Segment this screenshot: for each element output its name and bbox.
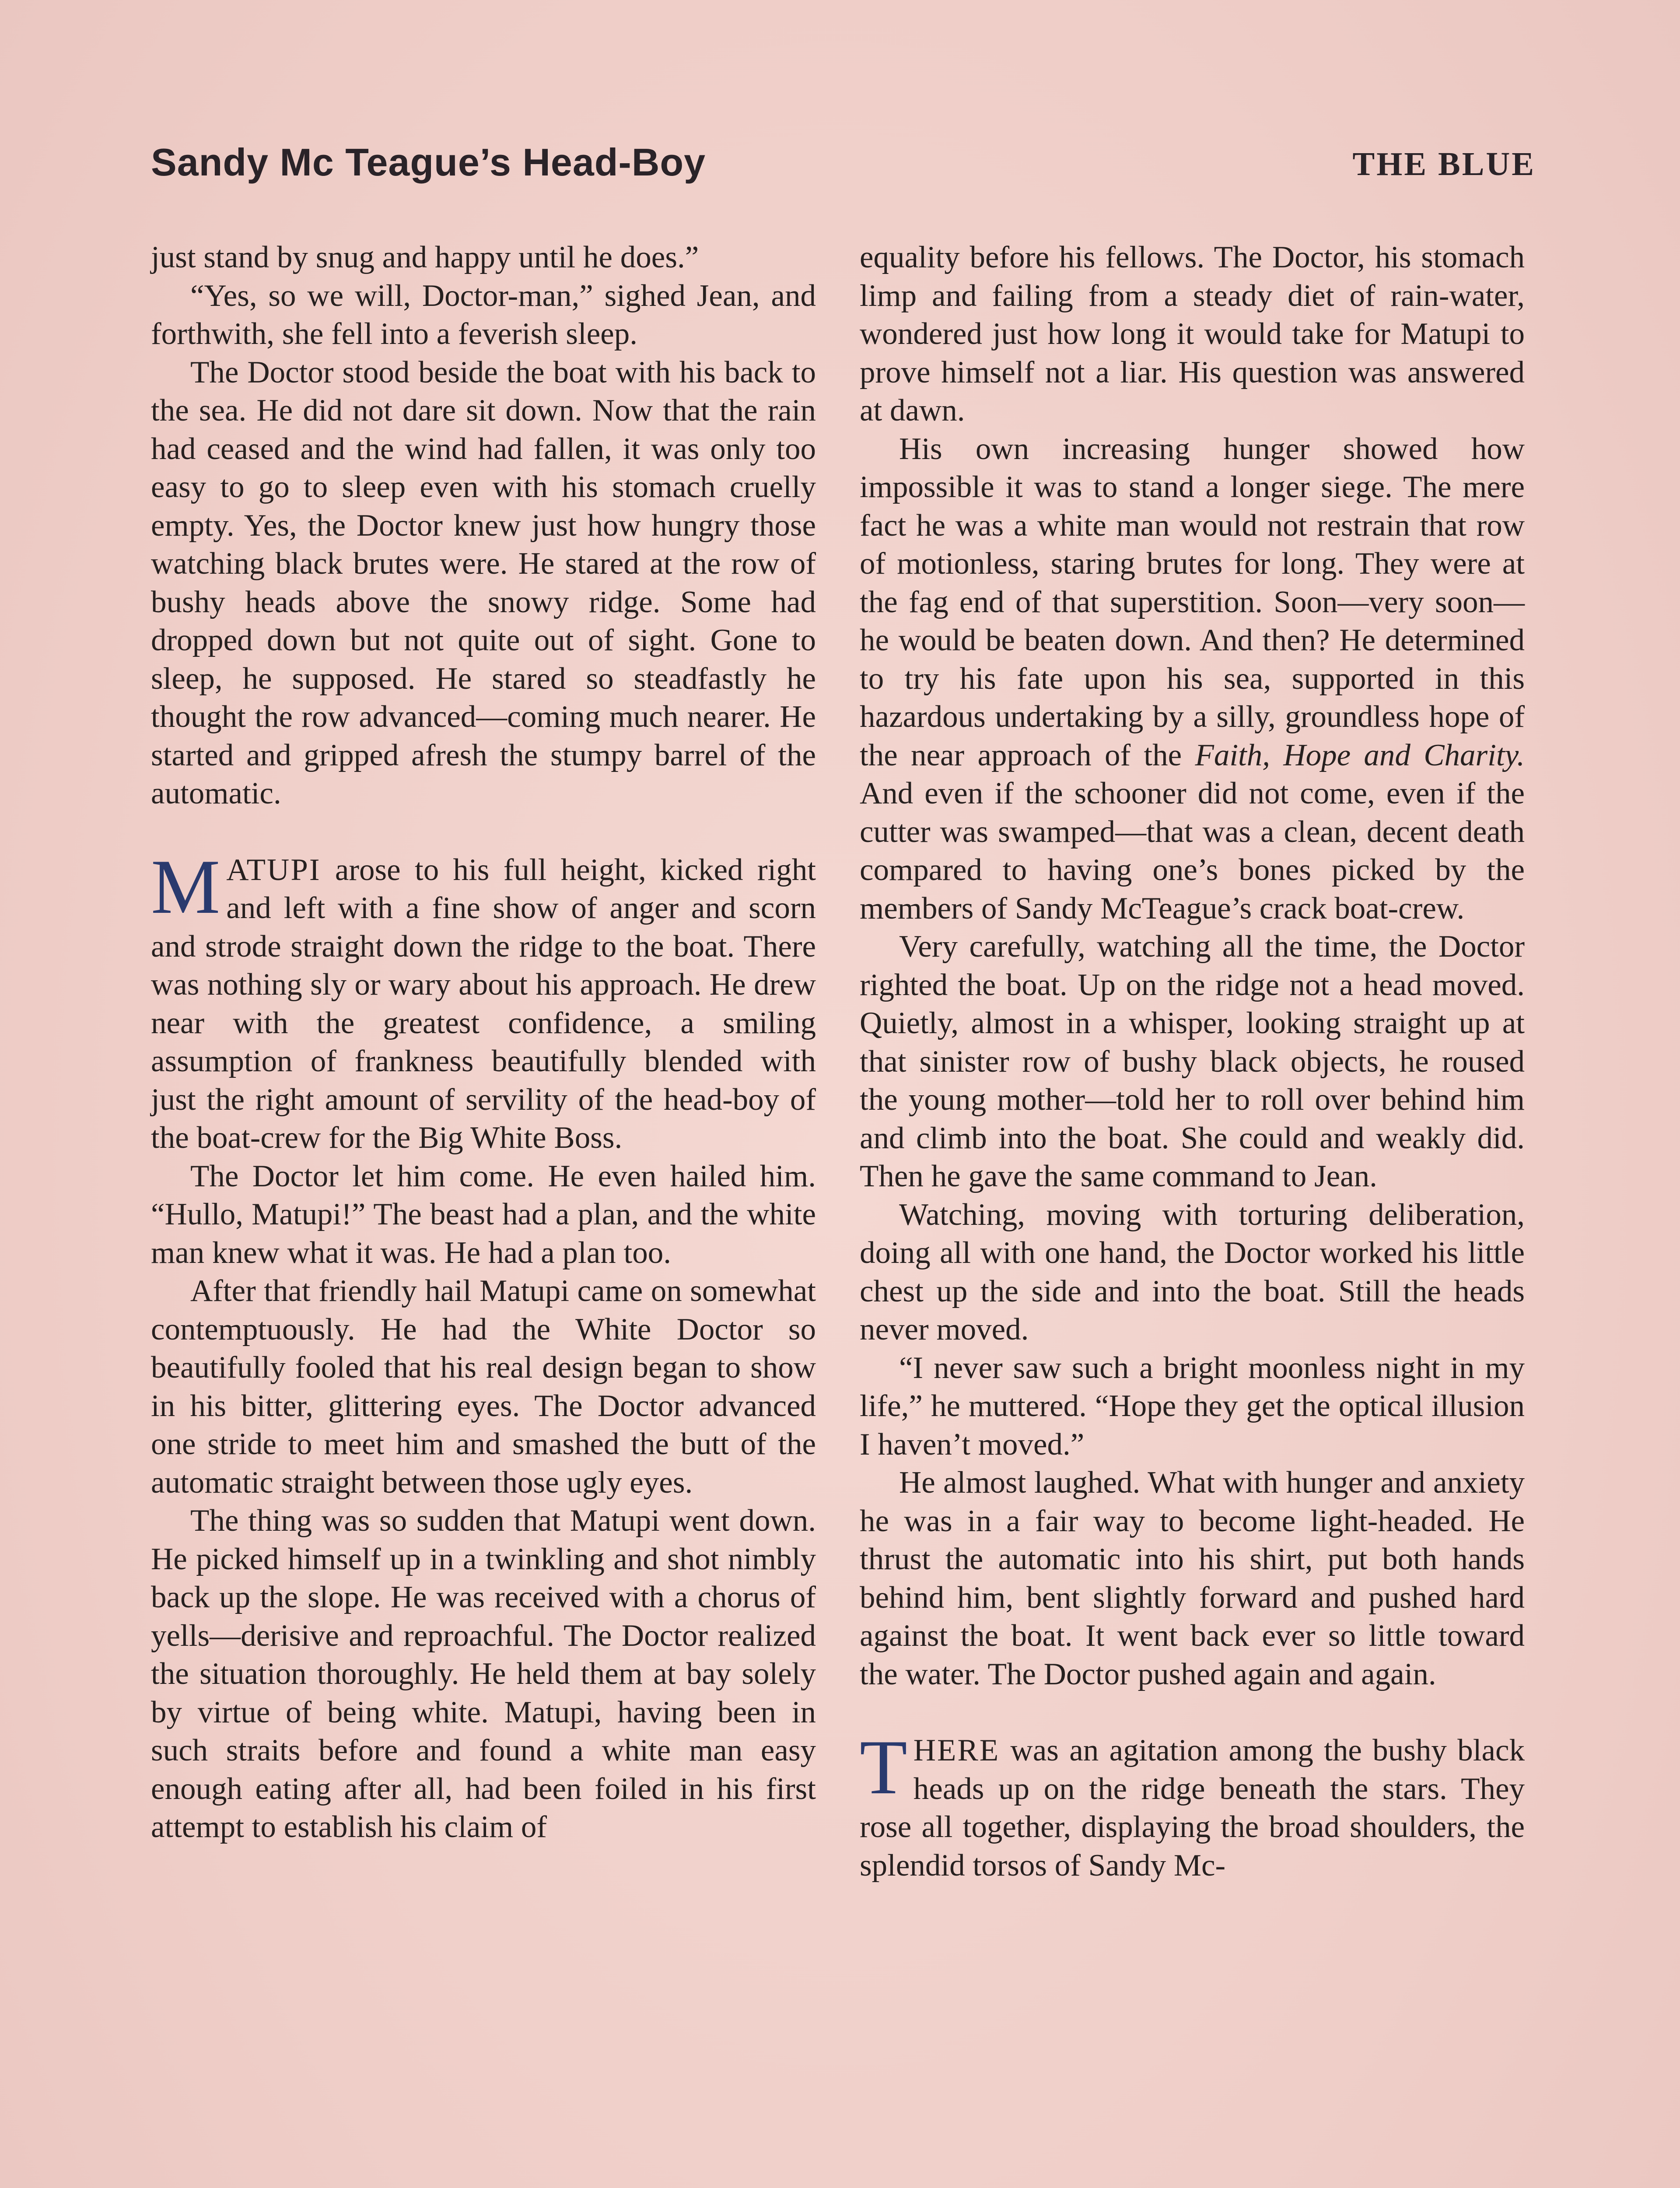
paragraph-text: arose to his full height, kicked right and left with a fine show of anger and scorn and strode straight down the ridge to the boat. There was nothing sly or wary about his approach. He drew near with the greatest confidence, a smiling assumption of frankness beautifully blended with just the right amount of servility of the head-boy of the boat-crew for the Big White Boss.: [151, 852, 816, 1155]
paragraph: “Yes, so we will, Doctor-man,” sighed Jean, and forthwith, she fell into a feverish sleep.: [151, 278, 816, 351]
story-title: Sandy Mc Teague’s Head-Boy: [151, 140, 706, 184]
paragraph-text: His own increasing hunger showed how impossible it was to stand a longer siege. The mere fact he was a white man would not restrain that row of motionless, staring brutes for long. They were at the fag end of that superstition. Soon—very soon—he would be beaten down. And then? He determined to try his fate upon his sea, supported in this hazardous undertaking by a silly, groundless hope of the near approach of the: [860, 431, 1525, 772]
paragraph: After that friendly hail Matupi came on somewhat contemptuously. He had the White Doctor so beautifully fooled that his real design began to show in his bitter, glittering eyes. The Doctor advanced one stride to meet him and smashed the butt of the automatic straight between those ugly eyes.: [151, 1274, 816, 1500]
paragraph-text: was an agitation among the bushy black heads up on the ridge beneath the stars. They rose all together, displaying the broad shoulders, the splendid torsos of Sandy Mc-: [860, 1733, 1525, 1883]
paragraph: just stand by snug and happy until he does.”: [151, 240, 699, 274]
paragraph: He almost laughed. What with hunger and anxiety he was in a fair way to become light-headed. He thrust the automatic into his shirt, put both hands behind him, bent slightly forward and pushed hard against the boat. It went back ever so little toward the water. The Doctor pushed again and again.: [860, 1466, 1525, 1691]
section-paragraph: [151, 843, 816, 1157]
paragraph: equality before his fellows. The Doctor, his stomach limp and failing from a steady diet of rain-water, wondered just how long it would take for Matupi to prove himself not a liar. His question was answered at dawn.: [860, 240, 1525, 428]
paragraph-text: And even if the schooner did not come, even if the cutter was swamped—that was a clean, decent death compared to having one’s bones picked by the members of Sandy McTeague’s crack boat-crew.: [860, 776, 1525, 926]
paragraph: Watching, moving with torturing deliberation, doing all with one hand, the Doctor worked his little chest up the side and into the boat. Still the heads never moved.: [860, 1197, 1525, 1346]
right-column: [860, 238, 1525, 1885]
lead-in: ATUPI: [226, 852, 321, 887]
left-column: [151, 238, 816, 1847]
magazine-title: THE BLUE: [1352, 146, 1536, 182]
drop-cap: M: [151, 843, 220, 930]
section-paragraph: [860, 1724, 1525, 1885]
running-header: [151, 140, 1536, 193]
paragraph: The Doctor stood beside the boat with his back to the sea. He did not dare sit down. Now that the rain had ceased and the wind had fallen, it was only too easy to go to sleep even with his stomach cruelly empty. Yes, the Doctor knew just how hungry those watching black brutes were. He stared at the row of bushy heads above the snowy ridge. Some had dropped down but not quite out of sight. Gone to sleep, he supposed. He stared so steadfastly he thought the row advanced—coming much nearer. He started and gripped afresh the stumpy barrel of the automatic.: [151, 355, 816, 810]
paragraph: “I never saw such a bright moonless night in my life,” he muttered. “Hope they get the optical illusion I haven’t moved.”: [860, 1350, 1525, 1462]
paragraph: [860, 430, 1525, 928]
lead-in: HERE: [913, 1733, 1000, 1767]
drop-cap: T: [860, 1724, 907, 1810]
schooner-name: Faith, Hope and Charity.: [1195, 738, 1525, 772]
paragraph: Very carefully, watching all the time, the Doctor righted the boat. Up on the ridge not a head moved. Quietly, almost in a whisper, looking straight up at that sinister row of bushy black objects, he roused the young mother—told her to roll over behind him and climb into the boat. She could and weakly did. Then he gave the same command to Jean.: [860, 929, 1525, 1193]
paragraph: The Doctor let him come. He even hailed him. “Hullo, Matupi!” The beast had a plan, and the white man knew what it was. He had a plan too.: [151, 1159, 816, 1270]
paragraph: The thing was so sudden that Matupi went down. He picked himself up in a twinkling and shot nimbly back up the slope. He was received with a chorus of yells—derisive and reproachful. The Doctor realized the situation thoroughly. He held them at bay solely by virtue of being white. Matupi, having been in such straits before and found a white man easy enough eating after all, had been foiled in his first attempt to establish his claim of: [151, 1504, 816, 1844]
